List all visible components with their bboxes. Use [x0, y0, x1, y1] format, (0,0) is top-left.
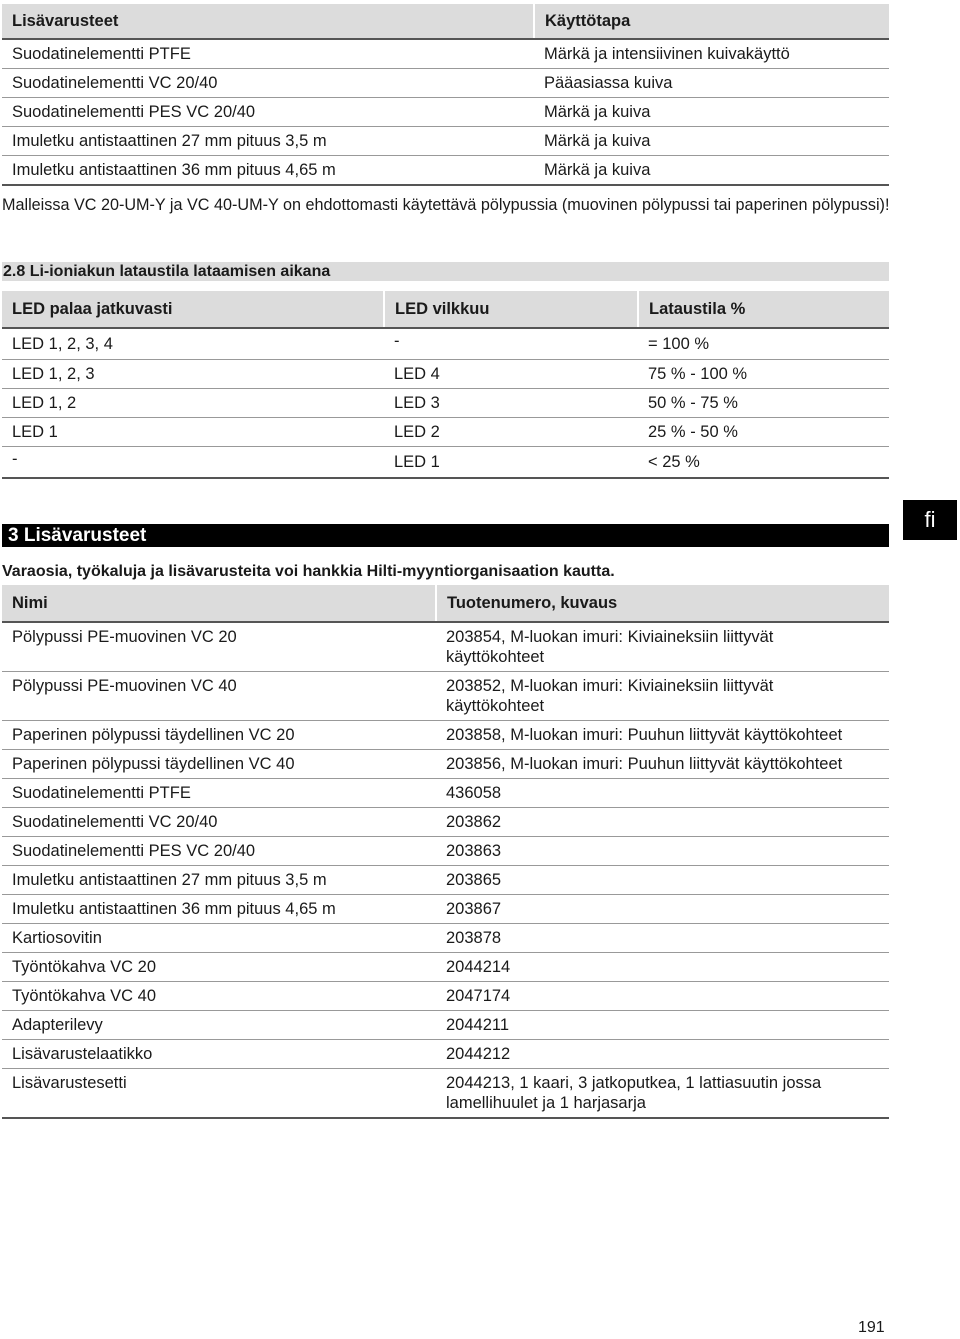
table-cell: Imuletku antistaattinen 36 mm pituus 4,65 m [2, 895, 436, 924]
table-row [2, 127, 889, 156]
table-row [2, 1040, 889, 1069]
table-row [2, 750, 889, 779]
table-row [2, 328, 889, 360]
table-cell: 203863 [436, 837, 889, 866]
table-row [2, 779, 889, 808]
accessories-table [2, 585, 889, 1119]
table-cell: Imuletku antistaattinen 27 mm pituus 3,5 m [2, 127, 534, 156]
table-row [2, 1069, 889, 1119]
table-cell: Imuletku antistaattinen 36 mm pituus 4,65 m [2, 156, 534, 186]
table-row [2, 360, 889, 389]
table-cell: Kartiosovitin [2, 924, 436, 953]
table-cell: 203867 [436, 895, 889, 924]
table-cell: 50 % - 75 % [638, 389, 889, 418]
column-header: LED palaa jatkuvasti [2, 291, 384, 328]
table-row [2, 389, 889, 418]
column-header: Käyttötapa [534, 4, 889, 39]
table-cell: < 25 % [638, 447, 889, 479]
table-cell: 203878 [436, 924, 889, 953]
table-cell: LED 3 [384, 389, 638, 418]
table-row [2, 895, 889, 924]
table-cell: = 100 % [638, 328, 889, 360]
table-cell: LED 2 [384, 418, 638, 447]
table-cell: LED 1, 2 [2, 389, 384, 418]
table-cell: LED 1, 2, 3, 4 [2, 328, 384, 360]
table-cell: 436058 [436, 779, 889, 808]
section-heading-2-8 [2, 262, 889, 281]
table-cell: 2044213, 1 kaari, 3 jatkoputkea, 1 lattiasuutin jossa lamellihuulet ja 1 harjasarja [436, 1069, 889, 1119]
language-tab: fi [903, 500, 957, 540]
table-cell: 75 % - 100 % [638, 360, 889, 389]
table-cell: 203865 [436, 866, 889, 895]
table-row [2, 69, 889, 98]
table-cell: LED 1, 2, 3 [2, 360, 384, 389]
charge-status-table [2, 291, 889, 479]
column-header: Nimi [2, 585, 436, 622]
table-row [2, 39, 889, 69]
section-title: 2.8 Li-ioniakun lataustila lataamisen aikana [3, 263, 331, 280]
table-cell: Pölypussi PE-muovinen VC 40 [2, 672, 436, 721]
table-cell: Pääasiassa kuiva [534, 69, 889, 98]
table-header-row [2, 585, 889, 622]
table-row [2, 622, 889, 672]
table-cell: Pölypussi PE-muovinen VC 20 [2, 622, 436, 672]
table-cell: Märkä ja kuiva [534, 98, 889, 127]
column-header: Lataustila % [638, 291, 889, 328]
table-cell: Suodatinelementti PTFE [2, 39, 534, 69]
table-header-row [2, 4, 889, 39]
table-cell: 203856, M-luokan imuri: Puuhun liittyvät käyttökohteet [436, 750, 889, 779]
table-cell: Suodatinelementti VC 20/40 [2, 808, 436, 837]
table-cell: Märkä ja kuiva [534, 127, 889, 156]
section-title: 3 Lisävarusteet [8, 525, 147, 546]
table-row [2, 156, 889, 186]
column-header: Tuotenumero, kuvaus [436, 585, 889, 622]
table-cell: Imuletku antistaattinen 27 mm pituus 3,5 m [2, 866, 436, 895]
table-cell: Työntökahva VC 40 [2, 982, 436, 1011]
table-cell: LED 1 [2, 418, 384, 447]
section-heading-3 [2, 524, 889, 547]
table-cell: 2044211 [436, 1011, 889, 1040]
accessory-usage-table [2, 4, 889, 186]
table-cell: Suodatinelementti VC 20/40 [2, 69, 534, 98]
table-cell: 2044214 [436, 953, 889, 982]
table-cell: Adapterilevy [2, 1011, 436, 1040]
table-cell: LED 4 [384, 360, 638, 389]
table-row [2, 672, 889, 721]
table-cell: Paperinen pölypussi täydellinen VC 20 [2, 721, 436, 750]
table-row [2, 866, 889, 895]
table-cell: Märkä ja kuiva [534, 156, 889, 186]
table-cell: 203854, M-luokan imuri: Kiviaineksiin liittyvät käyttökohteet [436, 622, 889, 672]
section-lead: Varaosia, työkaluja ja lisävarusteita voi hankkia Hilti-myyntiorganisaation kautta. [2, 563, 615, 580]
table-cell: Märkä ja intensiivinen kuivakäyttö [534, 39, 889, 69]
table-cell: Lisävarustelaatikko [2, 1040, 436, 1069]
table-cell: Paperinen pölypussi täydellinen VC 40 [2, 750, 436, 779]
column-header: LED vilkkuu [384, 291, 638, 328]
table-row [2, 837, 889, 866]
page-number: 191 [858, 1319, 885, 1336]
table-row [2, 721, 889, 750]
table-row [2, 924, 889, 953]
dust-bag-note: Malleissa VC 20-UM-Y ja VC 40-UM-Y on ehdottomasti käytettävä pölypussia (muovinen pölypussi tai paperinen pölypussi)! [2, 196, 890, 214]
table-row [2, 982, 889, 1011]
table-cell: Lisävarustesetti [2, 1069, 436, 1119]
table-cell: 203852, M-luokan imuri: Kiviaineksiin liittyvät käyttökohteet [436, 672, 889, 721]
table-cell: Suodatinelementti PES VC 20/40 [2, 98, 534, 127]
table-cell: 2044212 [436, 1040, 889, 1069]
table-cell: - [384, 328, 638, 360]
table-cell: 25 % - 50 % [638, 418, 889, 447]
table-cell: LED 1 [384, 447, 638, 479]
column-header: Lisävarusteet [2, 4, 534, 39]
table-cell: Suodatinelementti PES VC 20/40 [2, 837, 436, 866]
table-row [2, 1011, 889, 1040]
table-cell: 2047174 [436, 982, 889, 1011]
table-row [2, 808, 889, 837]
table-cell: 203862 [436, 808, 889, 837]
table-row [2, 418, 889, 447]
table-cell: Suodatinelementti PTFE [2, 779, 436, 808]
table-row [2, 447, 889, 479]
table-cell: Työntökahva VC 20 [2, 953, 436, 982]
table-cell: - [2, 447, 384, 479]
table-header-row [2, 291, 889, 328]
table-row [2, 98, 889, 127]
table-row [2, 953, 889, 982]
table-cell: 203858, M-luokan imuri: Puuhun liittyvät käyttökohteet [436, 721, 889, 750]
